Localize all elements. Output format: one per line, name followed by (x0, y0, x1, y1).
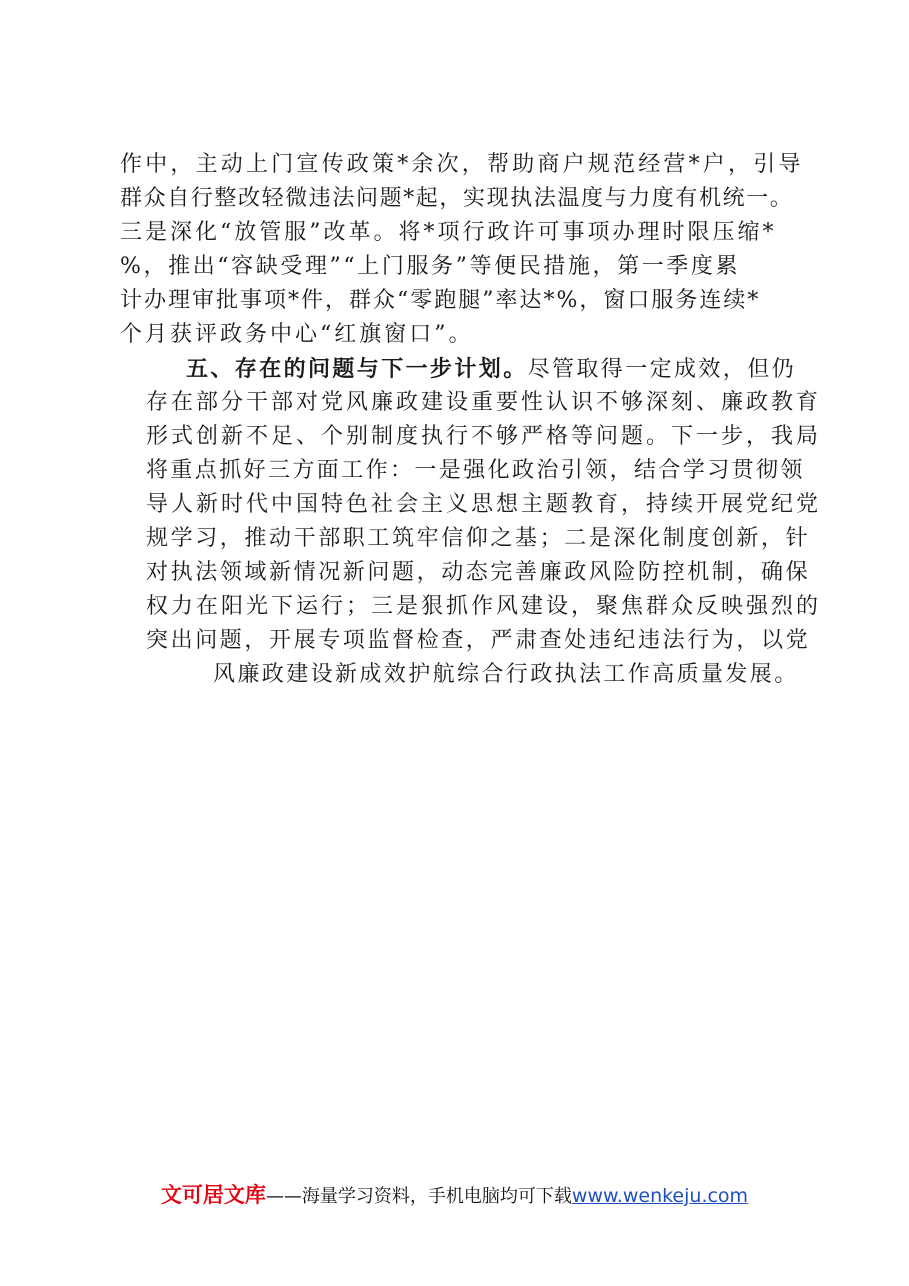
body-line-5: 计办理审批事项*件，群众“零跑腿”率达*%，窗口服务连续* (120, 288, 761, 313)
body-line-1: 作中，主动上门宣传政策*余次，帮助商户规范经营*户，引导 (120, 152, 804, 177)
body-line-4: %，推出“容缺受理”“上门服务”等便民措施，第一季度累 (120, 254, 741, 279)
body-line-11: 规学习，推动干部职工筑牢信仰之基；二是深化制度创新，针 (146, 526, 811, 551)
body-line-9: 将重点抓好三方面工作：一是强化政治引领，结合学习贯彻领 (146, 458, 805, 483)
footer-slogan: ——海量学习资料，手机电脑均可下载 (265, 1186, 572, 1207)
body-line-10: 导人新时代中国特色社会主义思想主题教育，持续开展党纪党 (146, 492, 822, 517)
body-line-13: 权力在阳光下运行；三是狠抓作风建设，聚焦群众反映强烈的 (146, 594, 822, 619)
section-first-line (186, 352, 796, 386)
footer-banner (0, 1180, 909, 1212)
section-heading: 五、存在的问题与下一步计划。 (186, 356, 528, 382)
body-line-12: 对执法领域新情况新问题，动态完善廉政风险防控机制，确保 (146, 560, 811, 585)
body-line-14: 突出问题，开展专项监督检查，严肃查处违纪违法行为，以党 (146, 628, 811, 653)
body-line-2: 群众自行整改轻微违法问题*起，实现执法温度与力度有机统一。 (120, 186, 794, 211)
footer-brand: 文可居文库 (160, 1183, 266, 1207)
body-line-6: 个月获评政务中心“红旗窗口”。 (120, 322, 474, 347)
body-line-7: 存在部分干部对党风廉政建设重要性认识不够深刻、廉政教育 (146, 390, 822, 415)
section-first-line-text: 尽管取得一定成效，但仍 (527, 357, 797, 382)
body-line-3: 三是深化“放管服”改革。将*项行政许可事项办理时限压缩* (120, 220, 777, 245)
footer-url-link[interactable]: www.wenkeju.com (571, 1185, 749, 1207)
body-line-15: 风廉政建设新成效护航综合行政执法工作高质量发展。 (213, 662, 799, 687)
body-line-8: 形式创新不足、个别制度执行不够严格等问题。下一步，我局 (146, 424, 822, 449)
